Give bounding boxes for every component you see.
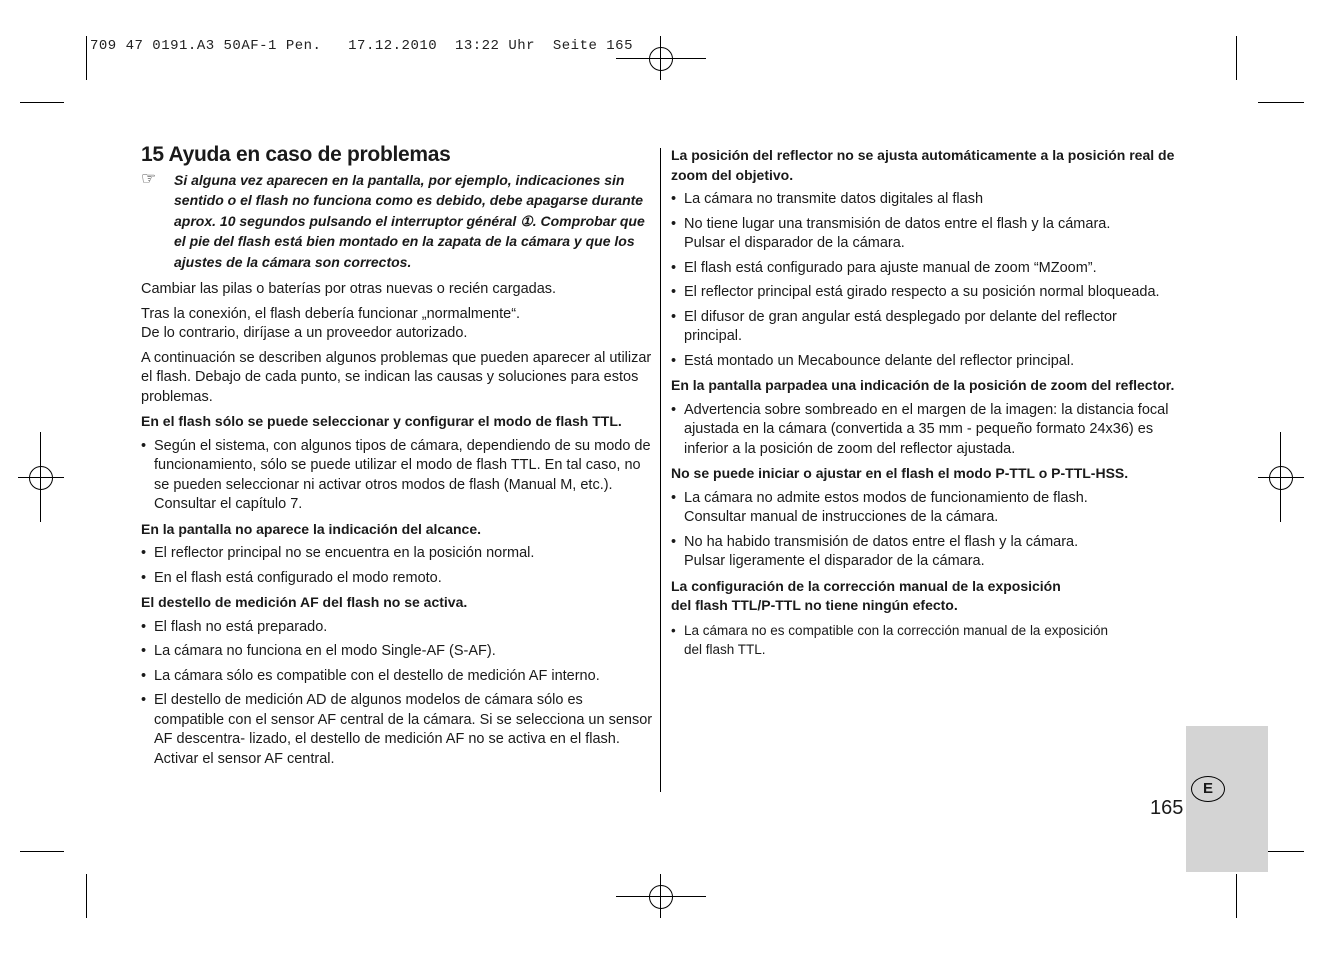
pointing-hand-icon: ☞ bbox=[141, 168, 157, 188]
print-header: 709 47 0191.A3 50AF-1 Pen. 17.12.2010 13:22 Uhr Seite 165 bbox=[90, 38, 633, 54]
crop-mark bbox=[20, 851, 64, 852]
list-item bbox=[671, 215, 1176, 254]
paragraph: Tras la conexión, el flash debería funcionar „normalmente“. bbox=[141, 305, 521, 322]
problem-heading: En la pantalla parpadea una indicación de la posición de zoom del reflector. bbox=[671, 377, 1175, 393]
list-item-text: No ha habido transmisión de datos entre el flash y la cámara. bbox=[684, 533, 1079, 550]
list-item bbox=[141, 437, 653, 515]
paragraph: A continuación se describen algunos problemas que pueden aparecer al utilizar el flash. Debajo de cada punto, se indican las causas y soluciones para estos problemas. bbox=[141, 349, 652, 405]
left-column bbox=[141, 145, 653, 774]
list-item: • El difusor de gran angular está desplegado por delante del reflector principal. bbox=[671, 308, 1176, 347]
list-item-solution: Pulsar ligeramente el disparador de la cámara. bbox=[684, 553, 985, 569]
registration-circle bbox=[29, 466, 53, 490]
cause-list bbox=[141, 544, 653, 588]
cause-list bbox=[671, 621, 1176, 660]
list-item: • La cámara no funciona en el modo Single-AF (S-AF). bbox=[141, 642, 653, 662]
crop-mark bbox=[86, 36, 87, 80]
list-item-text: El destello de medición AD de algunos modelos de cámara sólo es compatible con el sensor AF central de la cámara. Si se selecciona un sensor AF descentra- lizado, el destello de medición AF no se activa en el flash. bbox=[154, 692, 653, 747]
section-title: 15 Ayuda en caso de problemas bbox=[141, 143, 451, 166]
problem-heading: No se puede iniciar o ajustar en el flash el modo P-TTL o P-TTL-HSS. bbox=[671, 465, 1129, 481]
cause-list bbox=[671, 489, 1176, 572]
list-item-text: La cámara no es compatible con la corrección manual de la exposición bbox=[684, 622, 1108, 638]
problem-heading: En el flash sólo se puede seleccionar y configurar el modo de flash TTL. bbox=[141, 413, 622, 429]
crop-mark bbox=[86, 874, 87, 918]
cause-list bbox=[671, 401, 1176, 460]
list-item-solution: del flash TTL. bbox=[684, 642, 766, 657]
crop-mark bbox=[1258, 102, 1304, 103]
cause-list bbox=[141, 437, 653, 515]
list-item-text: No tiene lugar una transmisión de datos entre el flash y la cámara. bbox=[684, 215, 1111, 232]
page-number: 165 bbox=[1150, 797, 1184, 819]
list-item: • El reflector principal está girado respecto a su posición normal bloqueada. bbox=[671, 283, 1176, 303]
list-item bbox=[671, 621, 1176, 660]
problem-heading: En la pantalla no aparece la indicación del alcance. bbox=[141, 520, 482, 537]
column-divider bbox=[660, 148, 661, 792]
list-item bbox=[141, 691, 653, 769]
list-item-text: Según el sistema, con algunos tipos de cámara, dependiendo de su modo de funcionamiento, sólo se puede utilizar el modo de flash TTL. En tal caso, no se pueden seleccionar ni activar otros modos de flash (Manual M, etc.). bbox=[154, 437, 651, 493]
registration-circle bbox=[649, 47, 673, 71]
list-item-solution: Consultar el capítulo 7. bbox=[154, 496, 303, 512]
list-item: • Está montado un Mecabounce delante del reflector principal. bbox=[671, 352, 1176, 372]
list-item-solution: Activar el sensor AF central. bbox=[154, 750, 335, 767]
list-item: • Advertencia sobre sombreado en el margen de la imagen: la distancia focal ajustada en la cámara (convertida a 35 mm - pequeño formato 24x36) es inferior a la posición de zoom del reflector ajustada. bbox=[671, 401, 1176, 460]
paragraph: De lo contrario, diríjase a un proveedor autorizado. bbox=[141, 325, 468, 341]
list-item bbox=[671, 533, 1176, 572]
registration-circle bbox=[649, 885, 673, 909]
list-item: • El flash no está preparado. bbox=[141, 618, 653, 638]
problem-heading: La posición del reflector no se ajusta automáticamente a la posición real de zoom del objetivo. bbox=[671, 147, 1175, 183]
paragraph: Cambiar las pilas o baterías por otras nuevas o recién cargadas. bbox=[141, 281, 557, 297]
list-item: • En el flash está configurado el modo remoto. bbox=[141, 569, 653, 589]
crop-mark bbox=[1236, 874, 1237, 918]
problem-heading: La configuración de la corrección manual de la exposición bbox=[671, 577, 1061, 594]
registration-circle bbox=[1269, 466, 1293, 490]
cause-list bbox=[141, 618, 653, 770]
list-item: • La cámara sólo es compatible con el destello de medición AF interno. bbox=[141, 667, 653, 687]
cause-list bbox=[671, 190, 1176, 371]
problem-heading: El destello de medición AF del flash no se activa. bbox=[141, 594, 468, 610]
list-item-solution: Consultar manual de instrucciones de la cámara. bbox=[684, 509, 999, 525]
list-item: • La cámara no transmite datos digitales al flash bbox=[671, 190, 1176, 210]
right-column bbox=[671, 146, 1176, 665]
list-item: • El reflector principal no se encuentra en la posición normal. bbox=[141, 544, 653, 564]
list-item-text: La cámara no admite estos modos de funcionamiento de flash. bbox=[684, 489, 1088, 506]
language-badge: E bbox=[1191, 776, 1225, 802]
list-item bbox=[671, 489, 1176, 528]
list-item: • El flash está configurado para ajuste manual de zoom “MZoom”. bbox=[671, 259, 1176, 279]
warning-note bbox=[141, 170, 653, 273]
crop-mark bbox=[1236, 36, 1237, 80]
list-item-solution: Pulsar el disparador de la cámara. bbox=[684, 235, 905, 251]
problem-heading: del flash TTL/P-TTL no tiene ningún efecto. bbox=[671, 597, 958, 613]
warning-note-text: Si alguna vez aparecen en la pantalla, por ejemplo, indicaciones sin sentido o el flash no funciona como es debido, debe apagarse durante aprox. 10 segundos pulsando el interruptor général ①. Comprobar que el pie del flash está bien montado en la zapata de la cámara y que los ajustes de la cámara son correctos. bbox=[174, 171, 645, 270]
crop-mark bbox=[20, 102, 64, 103]
